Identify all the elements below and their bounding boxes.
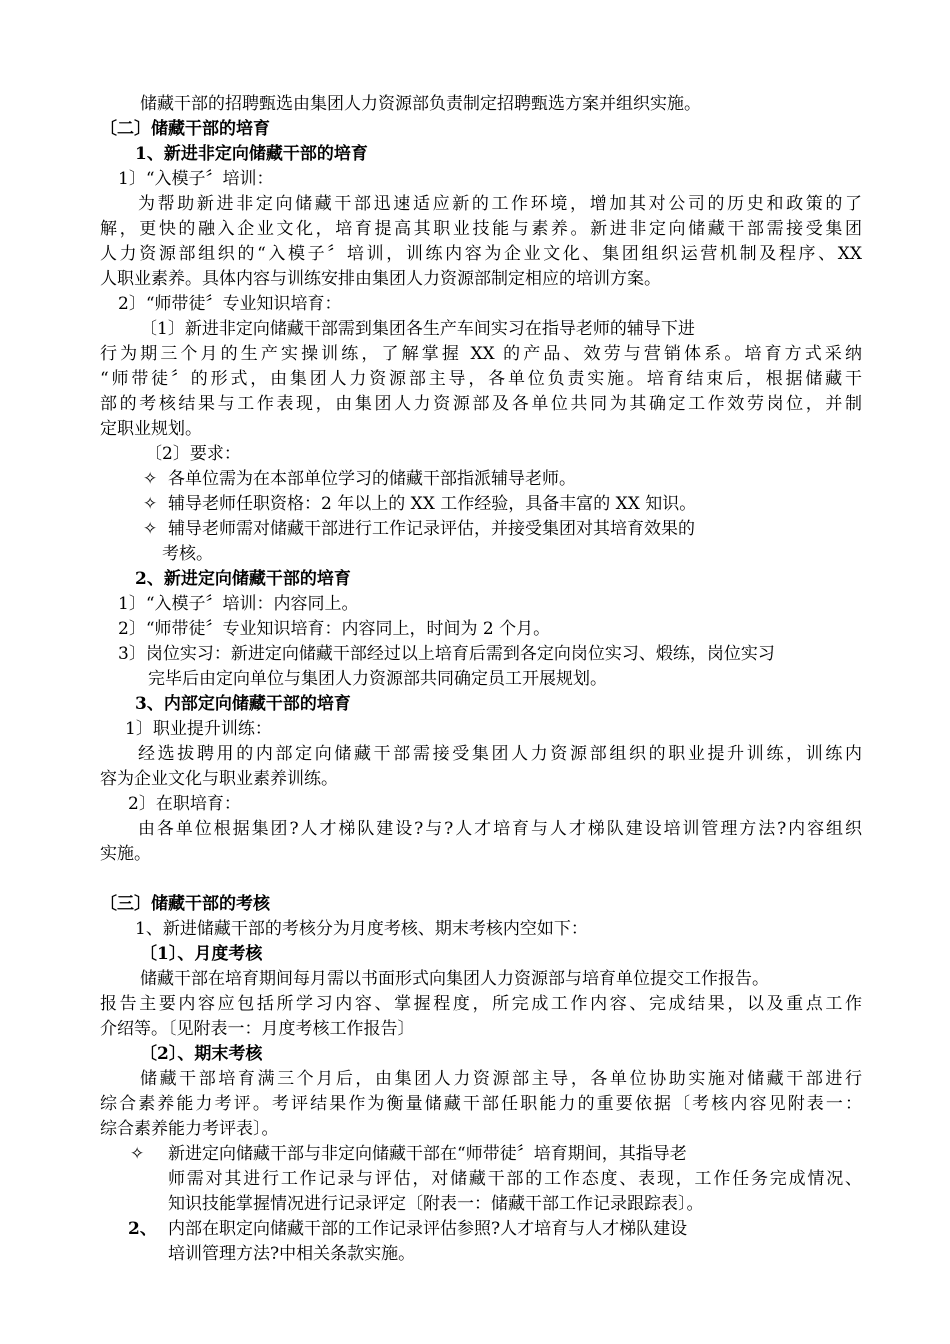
list-number: 2、 — [128, 1219, 157, 1239]
paragraph-line: 经选拔聘用的内部定向储藏干部需接受集团人力资源部组织的职业提升训练，训练内 — [138, 744, 862, 764]
section-heading: 〔三〕储藏干部的考核 — [100, 894, 270, 914]
paragraph-line: 解，更快的融入企业文化，培育提高其职业技能与素养。新进非定向储藏干部需接受集团 — [100, 219, 862, 239]
bullet-item: 辅导老师任职资格：2 年以上的 XX 工作经验，具备丰富的 XX 知识。 — [168, 494, 697, 514]
bullet-icon: ✧ — [130, 1144, 145, 1164]
bullet-item: 各单位需为在本部单位学习的储藏干部指派辅导老师。 — [168, 469, 576, 489]
bullet-icon: ✧ — [143, 469, 158, 489]
paragraph-line: 储藏干部的招聘甄选由集团人力资源部负责制定招聘甄选方案并组织实施。 — [140, 94, 701, 114]
list-item: 〔2〕要求： — [145, 444, 241, 464]
paragraph-line: 部的考核结果与工作表现，由集团人力资源部及各单位共同为其确定工作效劳岗位，并制 — [100, 394, 862, 414]
paragraph-line: 实施。 — [100, 844, 151, 864]
bullet-item: 新进定向储藏干部与非定向储藏干部在“师带徒〞培育期间，其指导老 — [168, 1144, 687, 1164]
paragraph-line: “师带徒〞的形式，由集团人力资源部主导，各单位负责实施。培育结束后，根据储藏干 — [100, 369, 862, 389]
list-item: 2〕在职培育： — [128, 794, 241, 814]
paragraph-line: 〔1〕新进非定向储藏干部需到集团各生产车间实习在指导老师的辅导下进 — [140, 319, 695, 339]
bullet-item: 辅导老师需对储藏干部进行工作记录评估，并接受集团对其培育效果的 — [168, 519, 695, 539]
subsection-heading: 2、新进定向储藏干部的培育 — [135, 569, 351, 589]
paragraph-line: 定职业规划。 — [100, 419, 202, 439]
list-item: 1〕“入模子〞培训： — [118, 169, 274, 189]
bullet-item-continuation: 知识技能掌握情况进行记录评定〔附表一：储藏干部工作记录跟踪表〕。 — [168, 1194, 704, 1214]
list-item: 2〕“师带徒〞专业知识培育：内容同上，时间为 2 个月。 — [118, 619, 551, 639]
numbered-item: 1、新进储藏干部的考核分为月度考核、期末考核内空如下： — [135, 919, 588, 939]
subsection-heading: 3、内部定向储藏干部的培育 — [135, 694, 351, 714]
bullet-item-continuation: 考核。 — [162, 544, 213, 564]
paragraph-line: 容为企业文化与职业素养训练。 — [100, 769, 338, 789]
paragraph-line: 为帮助新进非定向储藏干部迅速适应新的工作环境，增加其对公司的历史和政策的了 — [138, 194, 862, 214]
list-item: 2〕“师带徒〞专业知识培育： — [118, 294, 342, 314]
paragraph-line: 综合素养能力考评。考评结果作为衡量储藏干部任职能力的重要依据〔考核内容见附表一： — [100, 1094, 862, 1114]
list-item: 3〕岗位实习：新进定向储藏干部经过以上培育后需到各定向岗位实习、煅练，岗位实习 — [118, 644, 775, 664]
paragraph-line: 介绍等。〔见附表一：月度考核工作报告〕 — [100, 1019, 415, 1039]
paragraph-line: 报告主要内容应包括所学习内容、掌握程度，所完成工作内容、完成结果，以及重点工作 — [100, 994, 862, 1014]
list-item: 1〕“入模子〞培训：内容同上。 — [118, 594, 359, 614]
section-heading: 〔二〕储藏干部的培育 — [100, 119, 270, 139]
list-item-continuation: 完毕后由定向单位与集团人力资源部共同确定员工开展规划。 — [148, 669, 607, 689]
paragraph-line: 人职业素养。具体内容与训练安排由集团人力资源部制定相应的培训方案。 — [100, 269, 661, 289]
paragraph-line: 行为期三个月的生产实操训练，了解掌握 XX 的产品、效劳与营销体系。培育方式采纳 — [100, 344, 862, 364]
bullet-icon: ✧ — [143, 519, 158, 539]
paragraph-line: 储藏干部培育满三个月后，由集团人力资源部主导，各单位协助实施对储藏干部进行 — [140, 1069, 862, 1089]
subsection-heading: 1、新进非定向储藏干部的培育 — [135, 144, 368, 164]
paragraph-line: 人力资源部组织的“入模子〞培训，训练内容为企业文化、集团组织运营机制及程序、XX — [100, 244, 862, 264]
paragraph-line: 综合素养能力考评表〕。 — [100, 1119, 279, 1139]
subsection-heading: 〔2〕、期末考核 — [140, 1044, 263, 1064]
numbered-item: 内部在职定向储藏干部的工作记录评估参照?人才培育与人才梯队建设 — [168, 1219, 688, 1239]
bullet-item-continuation: 师需对其进行工作记录与评估，对储藏干部的工作态度、表现，工作任务完成情况、 — [168, 1169, 862, 1189]
list-item: 1〕职业提升训练： — [125, 719, 272, 739]
bullet-icon: ✧ — [143, 494, 158, 514]
subsection-heading: 〔1〕、月度考核 — [140, 944, 263, 964]
numbered-item-continuation: 培训管理方法?中相关条款实施。 — [168, 1244, 416, 1264]
paragraph-line: 由各单位根据集团?人才梯队建设?与?人才培育与人才梯队建设培训管理方法?内容组织 — [138, 819, 862, 839]
paragraph-line: 储藏干部在培育期间每月需以书面形式向集团人力资源部与培育单位提交工作报告。 — [140, 969, 769, 989]
